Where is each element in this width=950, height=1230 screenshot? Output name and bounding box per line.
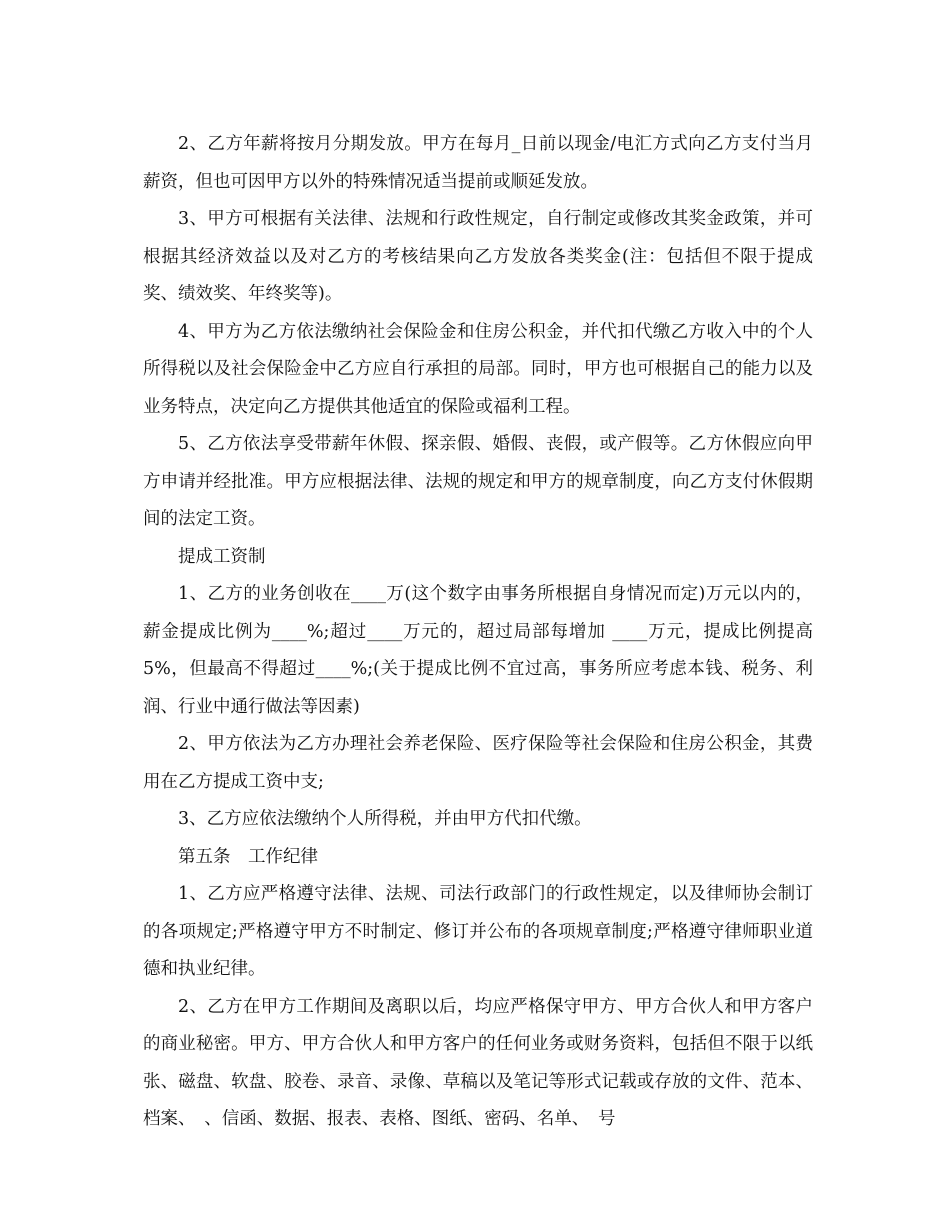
paragraph-compliance: 1、乙方应严格遵守法律、法规、司法行政部门的行政性规定，以及律师协会制订的各项规定;严格遵守甲方不时制定、修订并公布的各项规章制度;严格遵守律师职业道德和执业纪律。: [143, 884, 813, 979]
paragraph-commission-insurance: 2、甲方依法为乙方办理社会养老保险、医疗保险等社会保险和住房公积金，其费用在乙方提成工资中支;: [143, 734, 813, 792]
paragraph-income-tax: 3、乙方应依法缴纳个人所得税，并由甲方代扣代缴。: [178, 809, 592, 829]
paragraph-social-insurance: 4、甲方为乙方依法缴纳社会保险金和住房公积金，并代扣代缴乙方收入中的个人所得税以及社会保险金中乙方应自行承担的局部。同时，甲方也可根据自己的能力以及业务特点，决定向乙方提供其他适宜的保险或福利工程。: [143, 321, 813, 417]
section-heading-commission: 提成工资制: [178, 546, 266, 567]
paragraph-commission-rate: 1、乙方的业务创收在____万(这个数字由事务所根据自身情况而定)万元以内的，薪金提成比例为____%;超过____万元的，超过局部每增加 ____万元，提成比例提高 5%，但最高不得超过____%;(关于提成比例不宜过高，事务所应考虑本钱、税务、利润、行业中通行做法等因素): [143, 584, 813, 717]
paragraph-confidentiality: 2、乙方在甲方工作期间及离职以后，均应严格保守甲方、甲方合伙人和甲方客户的商业秘密。甲方、甲方合伙人和甲方客户的任何业务或财务资料，包括但不限于以纸张、磁盘、软盘、胶卷、录音、录像、草稿以及笔记等形式记载或存放的文件、范本、档案、 、信函、数据、报表、表格、图纸、密码、名单、 号: [143, 996, 813, 1129]
article-heading-work-discipline: 第五条 工作纪律: [178, 846, 318, 867]
document-body: [143, 126, 813, 1139]
paragraph-bonus-policy: 3、甲方可根据有关法律、法规和行政性规定，自行制定或修改其奖金政策，并可根据其经济效益以及对乙方的考核结果向乙方发放各类奖金(注：包括但不限于提成奖、绩效奖、年终奖等)。: [143, 209, 813, 304]
paragraph-salary-payment: 2、乙方年薪将按月分期发放。甲方在每月_日前以现金/电汇方式向乙方支付当月薪资，但也可因甲方以外的特殊情况适当提前或顺延发放。: [143, 134, 813, 192]
paragraph-paid-leave: 5、乙方依法享受带薪年休假、探亲假、婚假、丧假，或产假等。乙方休假应向甲方申请并经批准。甲方应根据法律、法规的规定和甲方的规章制度，向乙方支付休假期间的法定工资。: [143, 434, 813, 529]
